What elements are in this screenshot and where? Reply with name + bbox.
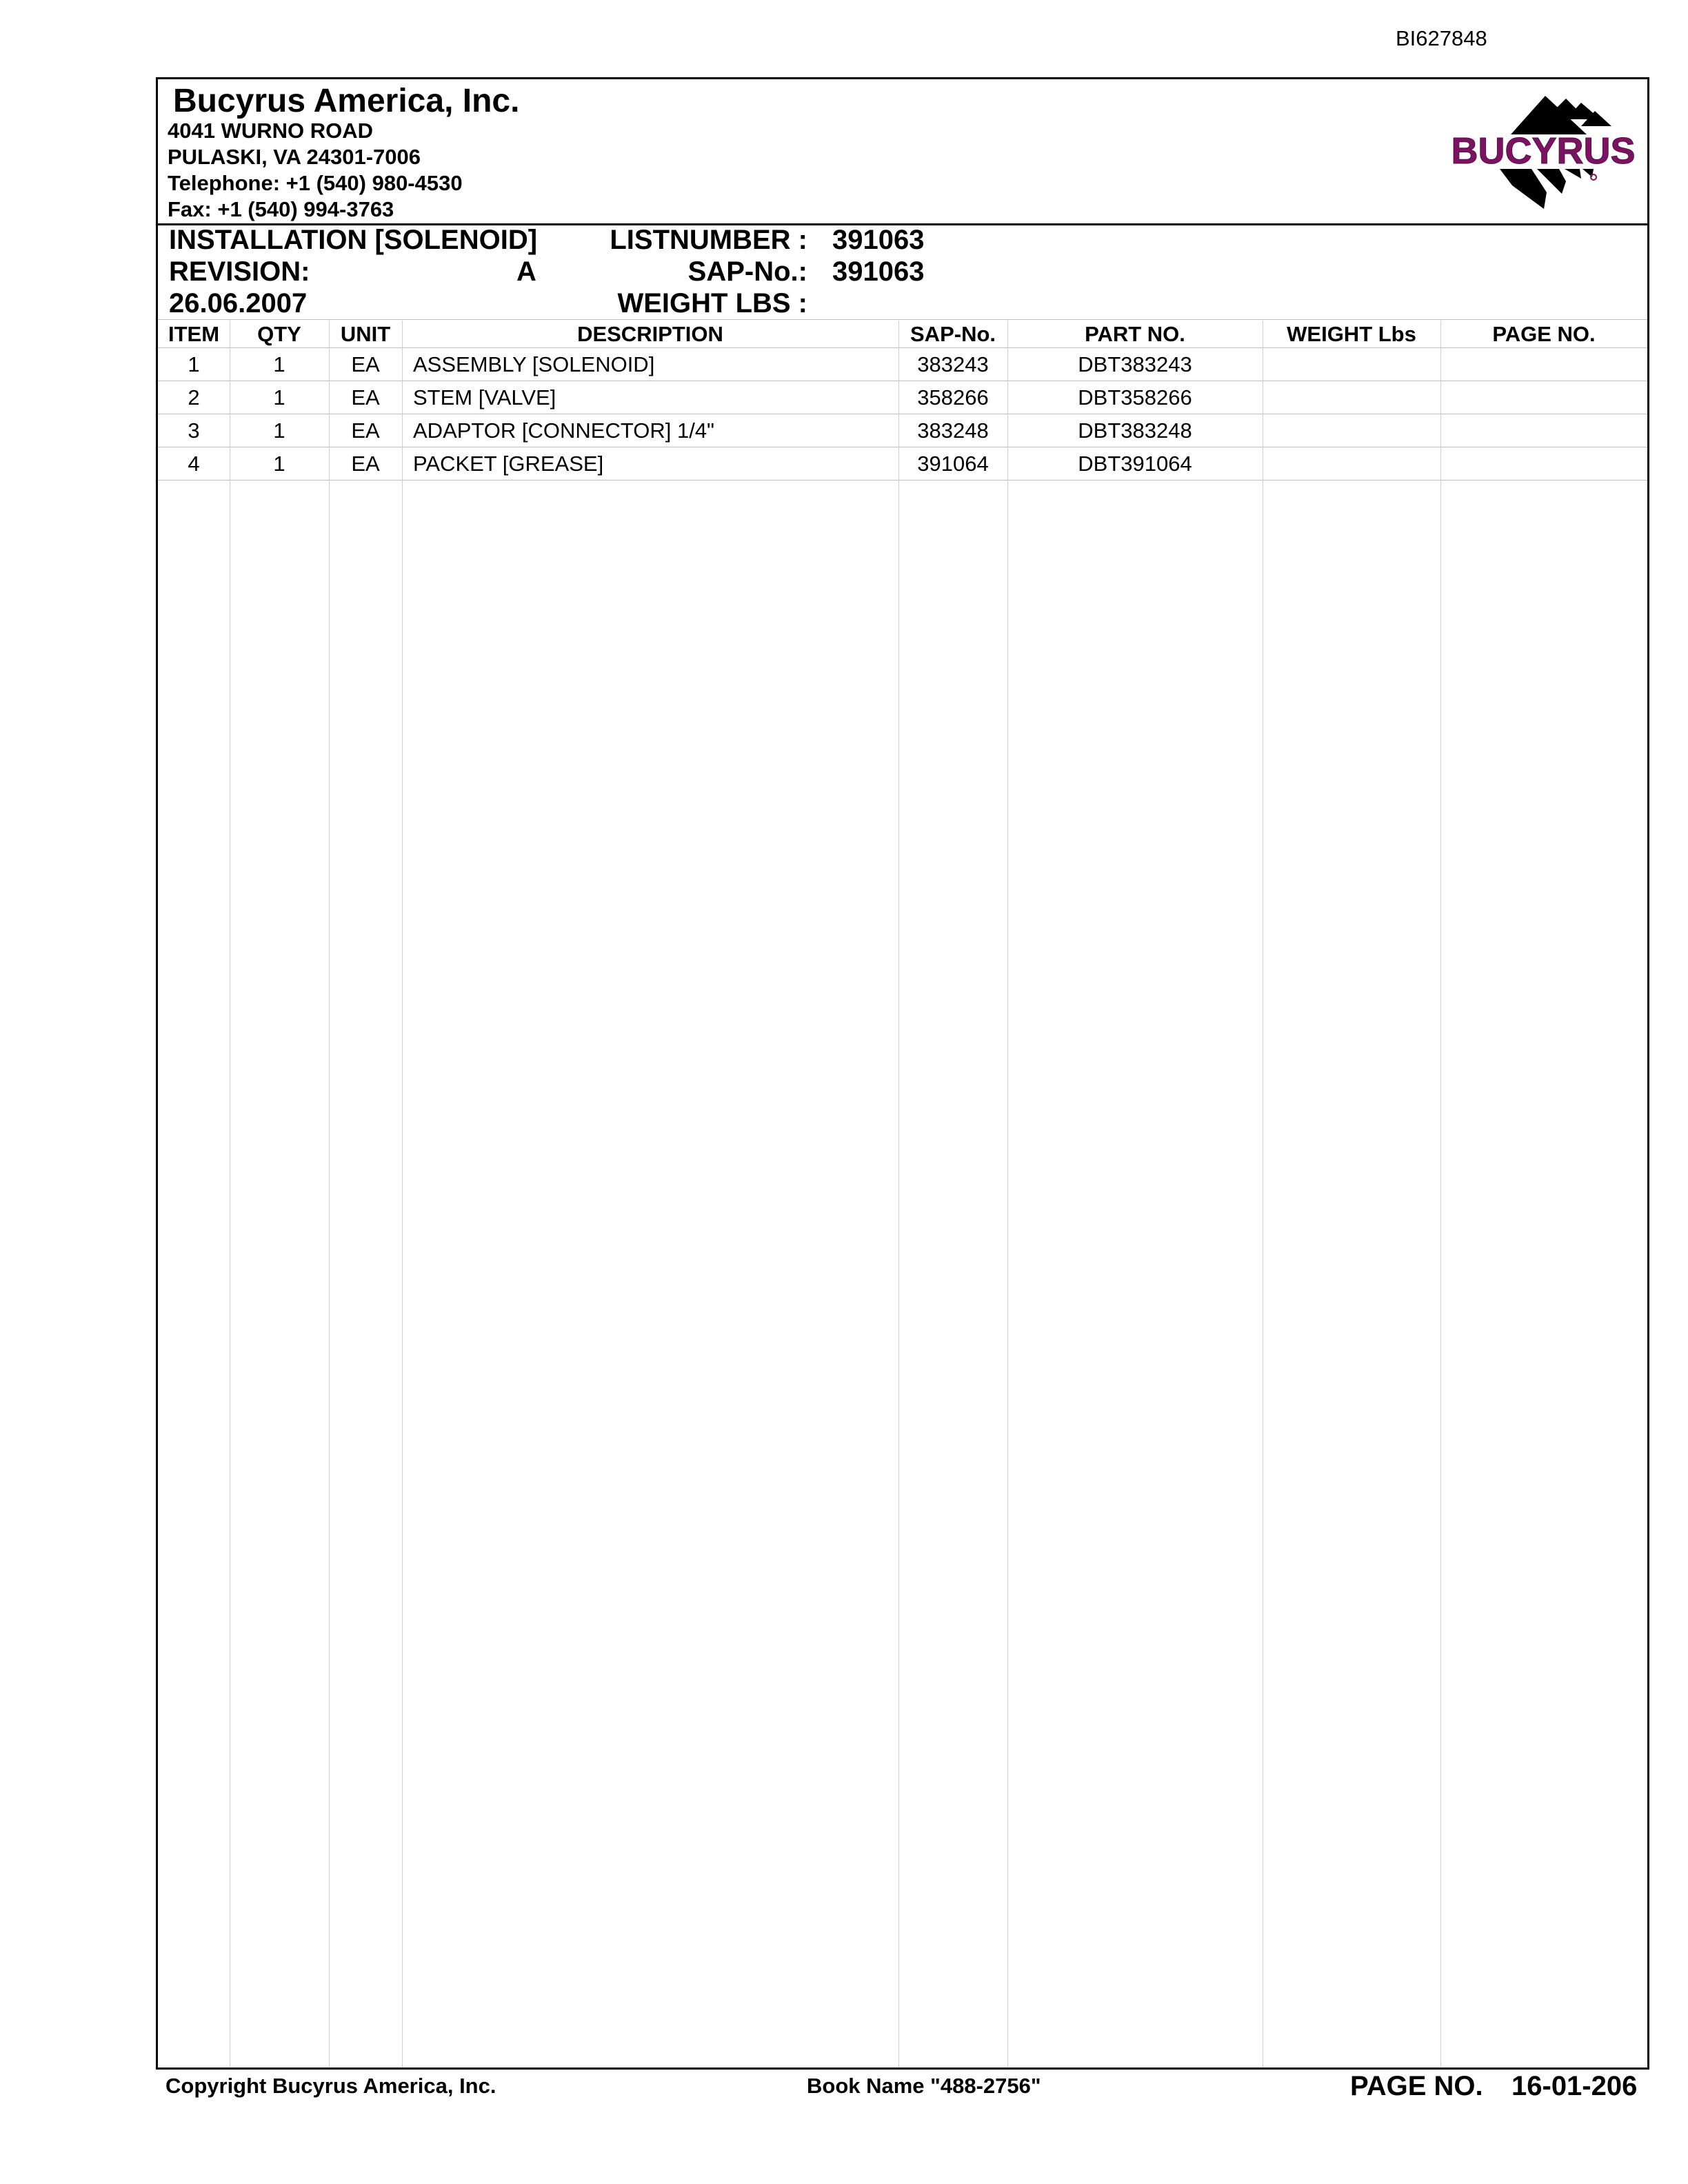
list-date: 26.06.2007 xyxy=(169,288,308,318)
cell-sap-no: 391064 xyxy=(917,452,989,476)
column-divider xyxy=(1007,321,1008,2067)
cell-unit: EA xyxy=(351,352,380,376)
cell-qty: 1 xyxy=(273,385,285,410)
listnumber-label: LISTNUMBER : xyxy=(610,225,807,255)
revision-label: REVISION: xyxy=(169,256,310,287)
cell-item: 1 xyxy=(188,352,200,376)
cell-description: ASSEMBLY [SOLENOID] xyxy=(413,352,655,376)
cell-unit: EA xyxy=(351,385,380,410)
column-divider xyxy=(898,321,899,2067)
cell-qty: 1 xyxy=(273,452,285,476)
header-row-rule xyxy=(158,347,1647,348)
address-street: 4041 WURNO ROAD xyxy=(168,119,373,143)
cell-item: 3 xyxy=(188,418,200,443)
column-header-part-no: PART NO. xyxy=(1085,322,1185,346)
sap-value: 391063 xyxy=(832,256,925,287)
cell-qty: 1 xyxy=(273,418,285,443)
column-header-sap-no: SAP-No. xyxy=(910,322,996,346)
list-title: INSTALLATION [SOLENOID] xyxy=(169,225,538,255)
table-top-rule xyxy=(158,319,1647,320)
cell-unit: EA xyxy=(351,452,380,476)
page-number-label: PAGE NO. xyxy=(1350,2071,1483,2101)
parts-list-sheet xyxy=(156,77,1649,2070)
row-rule xyxy=(158,480,1647,481)
column-header-item: ITEM xyxy=(168,322,220,346)
cell-description: ADAPTOR [CONNECTOR] 1/4" xyxy=(413,418,715,443)
address-telephone: Telephone: +1 (540) 980-4530 xyxy=(168,171,463,195)
logo-wordmark: BUCYRUS xyxy=(1451,130,1636,172)
weight-label: WEIGHT LBS : xyxy=(617,288,807,318)
cell-part-no: DBT391064 xyxy=(1078,452,1192,476)
column-header-qty: QTY xyxy=(257,322,301,346)
cell-unit: EA xyxy=(351,418,380,443)
copyright-notice: Copyright Bucyrus America, Inc. xyxy=(165,2074,496,2098)
address-city: PULASKI, VA 24301-7006 xyxy=(168,145,421,169)
cell-qty: 1 xyxy=(273,352,285,376)
cell-sap-no: 383248 xyxy=(917,418,989,443)
document-id: BI627848 xyxy=(1396,26,1487,50)
listnumber-value: 391063 xyxy=(832,225,925,255)
cell-sap-no: 358266 xyxy=(917,385,989,410)
page-number-value: 16-01-206 xyxy=(1511,2071,1638,2101)
column-divider xyxy=(1440,321,1441,2067)
cell-item: 4 xyxy=(188,452,200,476)
column-header-unit: UNIT xyxy=(340,322,391,346)
cell-sap-no: 383243 xyxy=(917,352,989,376)
address-fax: Fax: +1 (540) 994-3763 xyxy=(168,197,394,221)
cell-part-no: DBT383243 xyxy=(1078,352,1192,376)
cell-description: PACKET [GREASE] xyxy=(413,452,604,476)
company-name: Bucyrus America, Inc. xyxy=(173,83,520,119)
cell-item: 2 xyxy=(188,385,200,410)
column-divider xyxy=(329,321,330,2067)
column-header-page-no: PAGE NO. xyxy=(1492,322,1596,346)
sap-label: SAP-No.: xyxy=(687,256,807,287)
cell-part-no: DBT358266 xyxy=(1078,385,1192,410)
column-header-description: DESCRIPTION xyxy=(577,322,723,346)
column-divider xyxy=(402,321,403,2067)
book-name: Book Name "488-2756" xyxy=(807,2074,1041,2098)
column-header-weight: WEIGHT Lbs xyxy=(1287,322,1416,346)
cell-part-no: DBT383248 xyxy=(1078,418,1192,443)
revision-value: A xyxy=(516,256,536,287)
cell-description: STEM [VALVE] xyxy=(413,385,556,410)
bucyrus-logo xyxy=(1443,92,1643,216)
